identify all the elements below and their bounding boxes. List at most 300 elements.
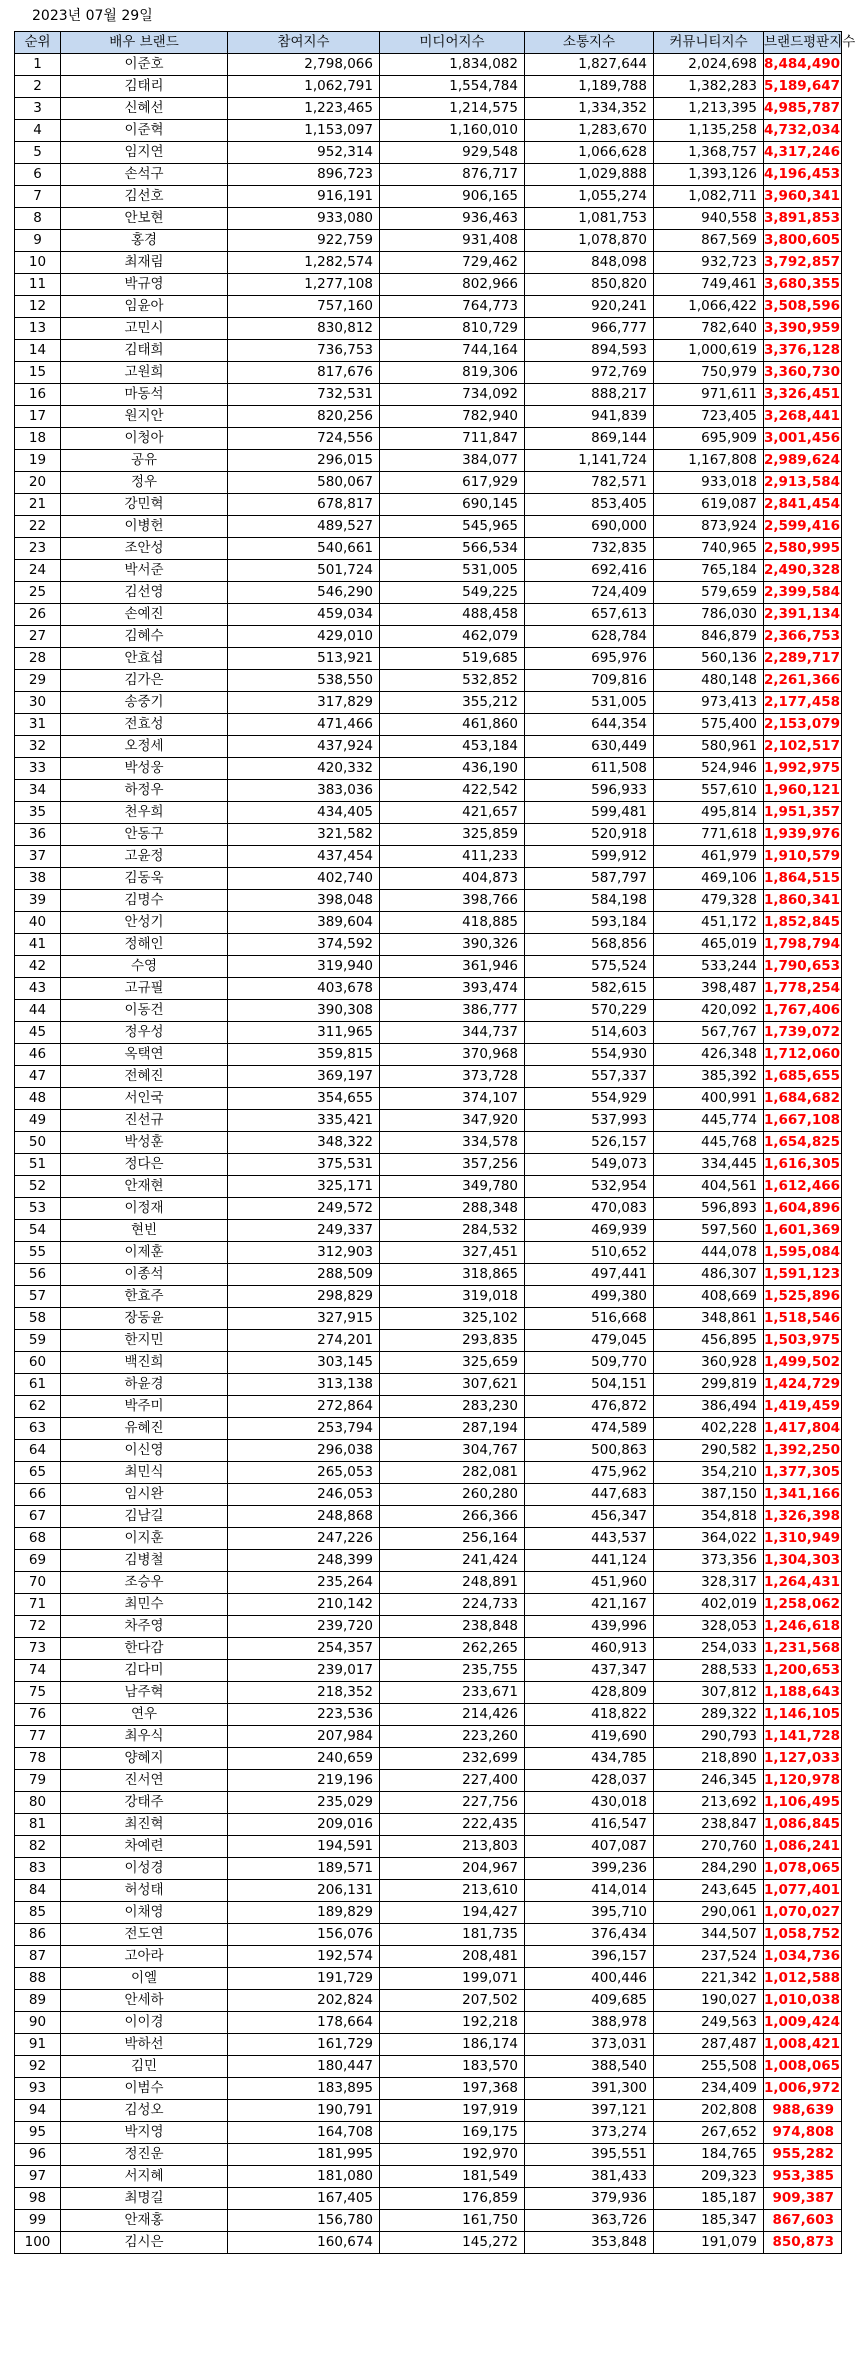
rank-cell: 59 xyxy=(15,1330,61,1352)
rank-cell: 66 xyxy=(15,1484,61,1506)
media-cell: 488,458 xyxy=(380,604,525,626)
participation-cell: 403,678 xyxy=(228,978,380,1000)
rank-cell: 53 xyxy=(15,1198,61,1220)
community-cell: 973,413 xyxy=(654,692,764,714)
reputation-score-cell: 2,289,717 xyxy=(764,648,842,670)
media-cell: 304,767 xyxy=(380,1440,525,1462)
participation-cell: 311,965 xyxy=(228,1022,380,1044)
table-row xyxy=(15,2056,842,2078)
rank-cell: 50 xyxy=(15,1132,61,1154)
actor-name-cell: 백진희 xyxy=(61,1352,228,1374)
rank-cell: 72 xyxy=(15,1616,61,1638)
participation-cell: 202,824 xyxy=(228,1990,380,2012)
community-cell: 940,558 xyxy=(654,208,764,230)
reputation-score-cell: 1,120,978 xyxy=(764,1770,842,1792)
table-row xyxy=(15,1044,842,1066)
reputation-score-cell: 3,792,857 xyxy=(764,252,842,274)
reputation-score-cell: 1,310,949 xyxy=(764,1528,842,1550)
communication-cell: 1,283,670 xyxy=(525,120,654,142)
rank-cell: 70 xyxy=(15,1572,61,1594)
rank-cell: 24 xyxy=(15,560,61,582)
rank-cell: 51 xyxy=(15,1154,61,1176)
header-brand-reputation-index: 브랜드평판지수 xyxy=(764,32,842,54)
participation-cell: 249,337 xyxy=(228,1220,380,1242)
table-row xyxy=(15,1022,842,1044)
rank-cell: 28 xyxy=(15,648,61,670)
participation-cell: 207,984 xyxy=(228,1726,380,1748)
actor-name-cell: 최명길 xyxy=(61,2188,228,2210)
participation-cell: 296,015 xyxy=(228,450,380,472)
table-row xyxy=(15,648,842,670)
table-row xyxy=(15,802,842,824)
reputation-score-cell: 1,860,341 xyxy=(764,890,842,912)
community-cell: 486,307 xyxy=(654,1264,764,1286)
table-row xyxy=(15,2012,842,2034)
actor-name-cell: 마동석 xyxy=(61,384,228,406)
media-cell: 204,967 xyxy=(380,1858,525,1880)
media-cell: 325,859 xyxy=(380,824,525,846)
participation-cell: 189,829 xyxy=(228,1902,380,1924)
actor-name-cell: 김명수 xyxy=(61,890,228,912)
media-cell: 355,212 xyxy=(380,692,525,714)
table-row xyxy=(15,120,842,142)
reputation-score-cell: 1,864,515 xyxy=(764,868,842,890)
community-cell: 560,136 xyxy=(654,648,764,670)
participation-cell: 546,290 xyxy=(228,582,380,604)
actor-name-cell: 이지훈 xyxy=(61,1528,228,1550)
participation-cell: 321,582 xyxy=(228,824,380,846)
participation-cell: 313,138 xyxy=(228,1374,380,1396)
community-cell: 480,148 xyxy=(654,670,764,692)
header-media-index: 미디어지수 xyxy=(380,32,525,54)
rank-cell: 1 xyxy=(15,54,61,76)
participation-cell: 817,676 xyxy=(228,362,380,384)
community-cell: 579,659 xyxy=(654,582,764,604)
media-cell: 421,657 xyxy=(380,802,525,824)
community-cell: 524,946 xyxy=(654,758,764,780)
actor-name-cell: 고윤정 xyxy=(61,846,228,868)
rank-cell: 96 xyxy=(15,2144,61,2166)
media-cell: 422,542 xyxy=(380,780,525,802)
actor-name-cell: 진선규 xyxy=(61,1110,228,1132)
media-cell: 319,018 xyxy=(380,1286,525,1308)
table-row xyxy=(15,1858,842,1880)
reputation-score-cell: 2,177,458 xyxy=(764,692,842,714)
report-date: 2023년 07월 29일 xyxy=(32,8,153,24)
rank-cell: 42 xyxy=(15,956,61,978)
table-row xyxy=(15,1616,842,1638)
rank-cell: 98 xyxy=(15,2188,61,2210)
media-cell: 207,502 xyxy=(380,1990,525,2012)
participation-cell: 922,759 xyxy=(228,230,380,252)
community-cell: 765,184 xyxy=(654,560,764,582)
community-cell: 771,618 xyxy=(654,824,764,846)
table-row xyxy=(15,1286,842,1308)
reputation-score-cell: 1,141,728 xyxy=(764,1726,842,1748)
rank-cell: 20 xyxy=(15,472,61,494)
community-cell: 580,961 xyxy=(654,736,764,758)
rank-cell: 45 xyxy=(15,1022,61,1044)
participation-cell: 429,010 xyxy=(228,626,380,648)
reputation-score-cell: 2,599,416 xyxy=(764,516,842,538)
table-row xyxy=(15,252,842,274)
actor-name-cell: 박서준 xyxy=(61,560,228,582)
actor-name-cell: 하정우 xyxy=(61,780,228,802)
communication-cell: 430,018 xyxy=(525,1792,654,1814)
reputation-score-cell: 3,960,341 xyxy=(764,186,842,208)
media-cell: 222,435 xyxy=(380,1814,525,1836)
table-row xyxy=(15,1264,842,1286)
community-cell: 290,793 xyxy=(654,1726,764,1748)
community-cell: 575,400 xyxy=(654,714,764,736)
media-cell: 810,729 xyxy=(380,318,525,340)
header-rank: 순위 xyxy=(15,32,61,54)
communication-cell: 418,822 xyxy=(525,1704,654,1726)
actor-name-cell: 박성훈 xyxy=(61,1132,228,1154)
communication-cell: 414,014 xyxy=(525,1880,654,1902)
community-cell: 209,323 xyxy=(654,2166,764,2188)
table-body xyxy=(15,54,842,2254)
participation-cell: 164,708 xyxy=(228,2122,380,2144)
reputation-score-cell: 1,010,038 xyxy=(764,1990,842,2012)
participation-cell: 161,729 xyxy=(228,2034,380,2056)
media-cell: 233,671 xyxy=(380,1682,525,1704)
reputation-score-cell: 1,304,303 xyxy=(764,1550,842,1572)
participation-cell: 189,571 xyxy=(228,1858,380,1880)
rank-cell: 2 xyxy=(15,76,61,98)
reputation-score-cell: 3,326,451 xyxy=(764,384,842,406)
reputation-score-cell: 1,739,072 xyxy=(764,1022,842,1044)
media-cell: 936,463 xyxy=(380,208,525,230)
reputation-score-cell: 4,985,787 xyxy=(764,98,842,120)
rank-cell: 81 xyxy=(15,1814,61,1836)
table-row xyxy=(15,142,842,164)
community-cell: 307,812 xyxy=(654,1682,764,1704)
community-cell: 445,774 xyxy=(654,1110,764,1132)
communication-cell: 504,151 xyxy=(525,1374,654,1396)
media-cell: 192,218 xyxy=(380,2012,525,2034)
communication-cell: 407,087 xyxy=(525,1836,654,1858)
participation-cell: 434,405 xyxy=(228,802,380,824)
actor-name-cell: 최진혁 xyxy=(61,1814,228,1836)
table-row xyxy=(15,780,842,802)
participation-cell: 933,080 xyxy=(228,208,380,230)
participation-cell: 288,509 xyxy=(228,1264,380,1286)
media-cell: 931,408 xyxy=(380,230,525,252)
table-row xyxy=(15,406,842,428)
communication-cell: 1,081,753 xyxy=(525,208,654,230)
rank-cell: 94 xyxy=(15,2100,61,2122)
reputation-score-cell: 3,891,853 xyxy=(764,208,842,230)
community-cell: 354,210 xyxy=(654,1462,764,1484)
rank-cell: 56 xyxy=(15,1264,61,1286)
communication-cell: 628,784 xyxy=(525,626,654,648)
actor-name-cell: 김다미 xyxy=(61,1660,228,1682)
participation-cell: 952,314 xyxy=(228,142,380,164)
rank-cell: 25 xyxy=(15,582,61,604)
rank-cell: 55 xyxy=(15,1242,61,1264)
participation-cell: 219,196 xyxy=(228,1770,380,1792)
reputation-score-cell: 1,910,579 xyxy=(764,846,842,868)
community-cell: 328,317 xyxy=(654,1572,764,1594)
rank-cell: 93 xyxy=(15,2078,61,2100)
communication-cell: 395,710 xyxy=(525,1902,654,1924)
actor-name-cell: 이병헌 xyxy=(61,516,228,538)
communication-cell: 456,347 xyxy=(525,1506,654,1528)
actor-name-cell: 장동윤 xyxy=(61,1308,228,1330)
rank-cell: 9 xyxy=(15,230,61,252)
media-cell: 248,891 xyxy=(380,1572,525,1594)
rank-cell: 11 xyxy=(15,274,61,296)
actor-name-cell: 이신영 xyxy=(61,1440,228,1462)
rank-cell: 73 xyxy=(15,1638,61,1660)
media-cell: 418,885 xyxy=(380,912,525,934)
community-cell: 386,494 xyxy=(654,1396,764,1418)
reputation-score-cell: 1,684,682 xyxy=(764,1088,842,1110)
communication-cell: 1,334,352 xyxy=(525,98,654,120)
actor-name-cell: 진서연 xyxy=(61,1770,228,1792)
reputation-score-cell: 1,518,546 xyxy=(764,1308,842,1330)
rank-cell: 76 xyxy=(15,1704,61,1726)
communication-cell: 657,613 xyxy=(525,604,654,626)
table-row xyxy=(15,2078,842,2100)
rank-cell: 12 xyxy=(15,296,61,318)
communication-cell: 381,433 xyxy=(525,2166,654,2188)
media-cell: 344,737 xyxy=(380,1022,525,1044)
rank-cell: 71 xyxy=(15,1594,61,1616)
table-row xyxy=(15,1088,842,1110)
media-cell: 374,107 xyxy=(380,1088,525,1110)
participation-cell: 223,536 xyxy=(228,1704,380,1726)
reputation-score-cell: 850,873 xyxy=(764,2232,842,2254)
reputation-score-cell: 1,424,729 xyxy=(764,1374,842,1396)
actor-name-cell: 옥택연 xyxy=(61,1044,228,1066)
rank-cell: 26 xyxy=(15,604,61,626)
media-cell: 208,481 xyxy=(380,1946,525,1968)
communication-cell: 582,615 xyxy=(525,978,654,1000)
participation-cell: 167,405 xyxy=(228,2188,380,2210)
communication-cell: 475,962 xyxy=(525,1462,654,1484)
reputation-score-cell: 1,009,424 xyxy=(764,2012,842,2034)
rank-cell: 88 xyxy=(15,1968,61,1990)
participation-cell: 253,794 xyxy=(228,1418,380,1440)
media-cell: 373,728 xyxy=(380,1066,525,1088)
community-cell: 479,328 xyxy=(654,890,764,912)
table-row xyxy=(15,912,842,934)
media-cell: 224,733 xyxy=(380,1594,525,1616)
rank-cell: 7 xyxy=(15,186,61,208)
reputation-score-cell: 3,390,959 xyxy=(764,318,842,340)
rank-cell: 77 xyxy=(15,1726,61,1748)
communication-cell: 395,551 xyxy=(525,2144,654,2166)
community-cell: 873,924 xyxy=(654,516,764,538)
actor-name-cell: 고원희 xyxy=(61,362,228,384)
media-cell: 384,077 xyxy=(380,450,525,472)
communication-cell: 379,936 xyxy=(525,2188,654,2210)
rank-cell: 30 xyxy=(15,692,61,714)
participation-cell: 724,556 xyxy=(228,428,380,450)
media-cell: 214,426 xyxy=(380,1704,525,1726)
rank-cell: 92 xyxy=(15,2056,61,2078)
table-row xyxy=(15,1748,842,1770)
participation-cell: 254,357 xyxy=(228,1638,380,1660)
participation-cell: 1,282,574 xyxy=(228,252,380,274)
rank-cell: 19 xyxy=(15,450,61,472)
rank-cell: 10 xyxy=(15,252,61,274)
reputation-score-cell: 1,034,736 xyxy=(764,1946,842,1968)
table-row xyxy=(15,1132,842,1154)
community-cell: 740,965 xyxy=(654,538,764,560)
participation-cell: 916,191 xyxy=(228,186,380,208)
rank-cell: 83 xyxy=(15,1858,61,1880)
rank-cell: 17 xyxy=(15,406,61,428)
rank-cell: 18 xyxy=(15,428,61,450)
actor-name-cell: 차주영 xyxy=(61,1616,228,1638)
community-cell: 185,187 xyxy=(654,2188,764,2210)
actor-name-cell: 임시완 xyxy=(61,1484,228,1506)
rank-cell: 6 xyxy=(15,164,61,186)
communication-cell: 388,540 xyxy=(525,2056,654,2078)
media-cell: 349,780 xyxy=(380,1176,525,1198)
header-communication-index: 소통지수 xyxy=(525,32,654,54)
media-cell: 1,834,082 xyxy=(380,54,525,76)
rank-cell: 47 xyxy=(15,1066,61,1088)
reputation-score-cell: 1,070,027 xyxy=(764,1902,842,1924)
participation-cell: 489,527 xyxy=(228,516,380,538)
table-row xyxy=(15,340,842,362)
actor-name-cell: 한다감 xyxy=(61,1638,228,1660)
table-row xyxy=(15,1924,842,1946)
media-cell: 213,610 xyxy=(380,1880,525,1902)
communication-cell: 434,785 xyxy=(525,1748,654,1770)
table-row xyxy=(15,274,842,296)
community-cell: 373,356 xyxy=(654,1550,764,1572)
actor-name-cell: 차예련 xyxy=(61,1836,228,1858)
communication-cell: 732,835 xyxy=(525,538,654,560)
table-row xyxy=(15,384,842,406)
table-row xyxy=(15,230,842,252)
rank-cell: 64 xyxy=(15,1440,61,1462)
reputation-score-cell: 1,503,975 xyxy=(764,1330,842,1352)
table-row xyxy=(15,1572,842,1594)
reputation-score-cell: 1,852,845 xyxy=(764,912,842,934)
participation-cell: 327,915 xyxy=(228,1308,380,1330)
communication-cell: 570,229 xyxy=(525,1000,654,1022)
media-cell: 386,777 xyxy=(380,1000,525,1022)
communication-cell: 1,141,724 xyxy=(525,450,654,472)
table-row xyxy=(15,1374,842,1396)
community-cell: 723,405 xyxy=(654,406,764,428)
reputation-score-cell: 1,604,896 xyxy=(764,1198,842,1220)
actor-name-cell: 이동건 xyxy=(61,1000,228,1022)
table-row xyxy=(15,2210,842,2232)
community-cell: 495,814 xyxy=(654,802,764,824)
table-row xyxy=(15,2100,842,2122)
actor-name-cell: 이채영 xyxy=(61,1902,228,1924)
actor-name-cell: 송중기 xyxy=(61,692,228,714)
participation-cell: 274,201 xyxy=(228,1330,380,1352)
table-row xyxy=(15,1880,842,1902)
actor-name-cell: 정진운 xyxy=(61,2144,228,2166)
participation-cell: 296,038 xyxy=(228,1440,380,1462)
participation-cell: 830,812 xyxy=(228,318,380,340)
table-row xyxy=(15,450,842,472)
table-row xyxy=(15,1792,842,1814)
media-cell: 232,699 xyxy=(380,1748,525,1770)
table-row xyxy=(15,1660,842,1682)
participation-cell: 383,036 xyxy=(228,780,380,802)
reputation-score-cell: 3,680,355 xyxy=(764,274,842,296)
actor-name-cell: 수영 xyxy=(61,956,228,978)
table-row xyxy=(15,516,842,538)
header-actor-brand: 배우 브랜드 xyxy=(61,32,228,54)
table-row xyxy=(15,1176,842,1198)
actor-name-cell: 손석구 xyxy=(61,164,228,186)
participation-cell: 194,591 xyxy=(228,1836,380,1858)
community-cell: 218,890 xyxy=(654,1748,764,1770)
rank-cell: 48 xyxy=(15,1088,61,1110)
table-row xyxy=(15,1484,842,1506)
reputation-score-cell: 2,399,584 xyxy=(764,582,842,604)
community-cell: 782,640 xyxy=(654,318,764,340)
media-cell: 1,554,784 xyxy=(380,76,525,98)
media-cell: 260,280 xyxy=(380,1484,525,1506)
table-row xyxy=(15,2122,842,2144)
actor-name-cell: 이종석 xyxy=(61,1264,228,1286)
participation-cell: 540,661 xyxy=(228,538,380,560)
rank-cell: 67 xyxy=(15,1506,61,1528)
reputation-score-cell: 1,525,896 xyxy=(764,1286,842,1308)
actor-name-cell: 김시은 xyxy=(61,2232,228,2254)
communication-cell: 520,918 xyxy=(525,824,654,846)
reputation-score-cell: 1,499,502 xyxy=(764,1352,842,1374)
community-cell: 932,723 xyxy=(654,252,764,274)
participation-cell: 375,531 xyxy=(228,1154,380,1176)
actor-name-cell: 한지민 xyxy=(61,1330,228,1352)
table-row xyxy=(15,2034,842,2056)
reputation-score-cell: 1,992,975 xyxy=(764,758,842,780)
table-row xyxy=(15,1352,842,1374)
rank-cell: 34 xyxy=(15,780,61,802)
community-cell: 557,610 xyxy=(654,780,764,802)
media-cell: 186,174 xyxy=(380,2034,525,2056)
actor-name-cell: 안성기 xyxy=(61,912,228,934)
communication-cell: 1,029,888 xyxy=(525,164,654,186)
reputation-score-cell: 1,012,588 xyxy=(764,1968,842,1990)
participation-cell: 437,454 xyxy=(228,846,380,868)
reputation-score-cell: 1,417,804 xyxy=(764,1418,842,1440)
actor-name-cell: 김민 xyxy=(61,2056,228,2078)
table-row xyxy=(15,1308,842,1330)
communication-cell: 409,685 xyxy=(525,1990,654,2012)
communication-cell: 724,409 xyxy=(525,582,654,604)
participation-cell: 156,780 xyxy=(228,2210,380,2232)
media-cell: 802,966 xyxy=(380,274,525,296)
reputation-score-cell: 1,006,972 xyxy=(764,2078,842,2100)
communication-cell: 514,603 xyxy=(525,1022,654,1044)
media-cell: 453,184 xyxy=(380,736,525,758)
participation-cell: 248,399 xyxy=(228,1550,380,1572)
media-cell: 284,532 xyxy=(380,1220,525,1242)
media-cell: 404,873 xyxy=(380,868,525,890)
communication-cell: 476,872 xyxy=(525,1396,654,1418)
community-cell: 213,692 xyxy=(654,1792,764,1814)
rank-cell: 35 xyxy=(15,802,61,824)
media-cell: 411,233 xyxy=(380,846,525,868)
rank-cell: 49 xyxy=(15,1110,61,1132)
participation-cell: 303,145 xyxy=(228,1352,380,1374)
reputation-score-cell: 955,282 xyxy=(764,2144,842,2166)
